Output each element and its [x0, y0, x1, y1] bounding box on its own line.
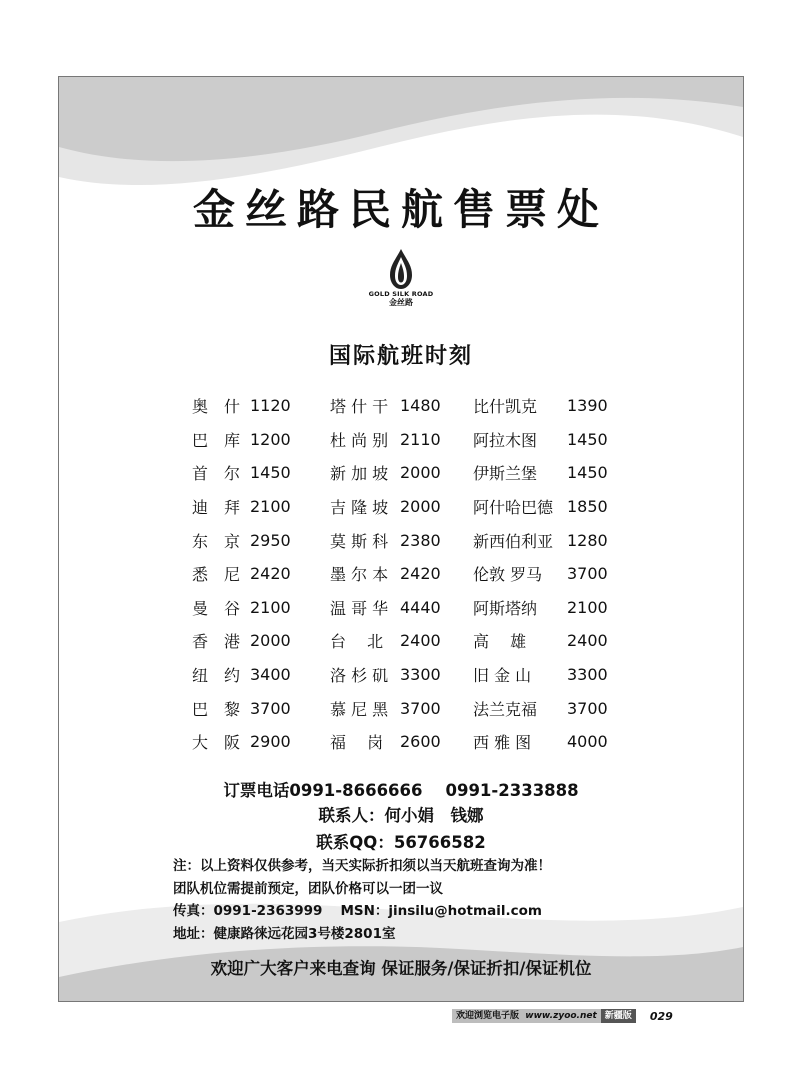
address-value: 健康路徕远花园3号楼2801室 [213, 925, 396, 942]
fare-cell [330, 461, 473, 484]
contact-qq-label: 联系QQ： [316, 833, 394, 852]
contact-person-label: 联系人： [318, 806, 385, 825]
fare-price: 1480 [400, 396, 441, 416]
city-name: 大 阪 [192, 733, 241, 753]
msn-address: jinsilu@hotmail.com [388, 903, 542, 919]
fare-price: 2000 [400, 497, 441, 517]
fare-price: 1450 [567, 429, 608, 449]
fare-price: 2110 [400, 429, 441, 449]
contact-qq-line [59, 829, 743, 853]
fare-price: 2100 [250, 497, 291, 517]
fare-cell [473, 495, 622, 518]
fare-row [192, 557, 622, 591]
city-name: 香 港 [192, 632, 241, 652]
fare-cell [192, 562, 330, 585]
city-name: 福 岗 [330, 733, 384, 753]
fare-cell [473, 461, 622, 484]
logo-english-text: GOLD SILK ROAD [368, 290, 434, 298]
address-line [173, 923, 551, 946]
contact-person-line [59, 802, 743, 826]
fare-price: 3300 [567, 665, 608, 685]
footer-url[interactable]: www.zyoo.net [525, 1011, 597, 1021]
contact-qq-number: 56766582 [393, 833, 486, 852]
fare-price: 1450 [567, 463, 608, 483]
fare-cell [473, 529, 622, 552]
fare-cell [330, 562, 473, 585]
fax-number: 0991-2363999 [213, 903, 323, 919]
city-name: 纽 约 [192, 666, 241, 686]
fare-price: 2420 [250, 564, 291, 584]
city-name: 曼 谷 [192, 598, 241, 618]
fare-price: 1280 [567, 530, 608, 550]
fare-cell [192, 428, 330, 451]
fare-cell [192, 697, 330, 720]
city-name: 法兰克福 [473, 699, 538, 719]
fare-price: 3700 [567, 564, 608, 584]
city-name: 塔 什 干 [330, 397, 389, 417]
city-name: 巴 库 [192, 430, 241, 450]
city-name: 悉 尼 [192, 565, 241, 585]
fare-price: 4000 [567, 732, 608, 752]
city-name: 新西伯利亚 [473, 531, 554, 551]
fax-label: 传真： [173, 903, 214, 919]
address-label: 地址： [173, 925, 214, 942]
fare-cell [473, 663, 622, 686]
fare-cell [192, 529, 330, 552]
city-name: 高 雄 [473, 632, 527, 652]
fare-cell [473, 730, 622, 753]
fare-price: 2400 [567, 631, 608, 651]
fare-price: 2600 [400, 732, 441, 752]
fare-price: 2400 [400, 631, 441, 651]
footer-browse-label [452, 1009, 601, 1023]
fare-row [192, 725, 622, 759]
fare-row [192, 691, 622, 725]
fare-price: 2950 [250, 530, 291, 550]
fare-price: 2900 [250, 732, 291, 752]
fare-cell [192, 663, 330, 686]
fare-price: 3300 [400, 665, 441, 685]
fax-msn-line [173, 900, 551, 923]
fare-row [192, 423, 622, 457]
fare-cell [192, 730, 330, 753]
city-name: 伊斯兰堡 [473, 464, 538, 484]
booking-phone-2: 0991-2333888 [445, 781, 579, 800]
city-name: 吉 隆 坡 [330, 498, 389, 518]
fare-cell [330, 495, 473, 518]
flame-logo-icon [384, 249, 418, 289]
fare-cell [330, 529, 473, 552]
city-name: 奥 什 [192, 397, 241, 417]
fare-row [192, 658, 622, 692]
fare-cell [330, 730, 473, 753]
city-name: 巴 黎 [192, 699, 241, 719]
fare-cell [473, 596, 622, 619]
page-footer [452, 1009, 673, 1023]
city-name: 新 加 坡 [330, 464, 389, 484]
booking-phone-1: 0991-8666666 [289, 781, 423, 800]
city-name: 阿什哈巴德 [473, 498, 554, 518]
fare-price: 1850 [567, 497, 608, 517]
fare-cell [192, 495, 330, 518]
city-name: 墨 尔 本 [330, 565, 389, 585]
city-name: 阿斯塔纳 [473, 598, 538, 618]
footer-browse-text: 欢迎浏览电子版 [456, 1011, 520, 1021]
fare-cell [192, 394, 330, 417]
fare-row [192, 591, 622, 625]
notes-block [173, 855, 551, 945]
fare-row [192, 490, 622, 524]
fare-cell [330, 697, 473, 720]
top-wave-dark [59, 77, 743, 161]
fare-price: 2000 [400, 463, 441, 483]
fare-cell [330, 629, 473, 652]
slogan: 欢迎广大客户来电查询 保证服务/保证折扣/保证机位 [210, 959, 592, 978]
fare-table [192, 389, 622, 759]
booking-phone-label: 订票电话 [223, 781, 290, 800]
fare-cell [330, 663, 473, 686]
fare-cell [330, 394, 473, 417]
fare-row [192, 389, 622, 423]
footer-edition: 新疆版 [601, 1009, 636, 1023]
fare-cell [473, 629, 622, 652]
city-name: 旧 金 山 [473, 666, 532, 686]
city-name: 东 京 [192, 531, 241, 551]
note-group-booking: 团队机位需提前预定，团队价格可以一团一议 [173, 880, 443, 897]
msn-label: MSN： [340, 903, 389, 919]
fare-cell [473, 562, 622, 585]
city-name: 台 北 [330, 632, 384, 652]
fare-price: 3700 [567, 698, 608, 718]
fare-cell [473, 428, 622, 451]
city-name: 温 哥 华 [330, 598, 389, 618]
fare-row [192, 624, 622, 658]
fare-price: 3700 [250, 698, 291, 718]
fare-price: 2100 [567, 597, 608, 617]
city-name: 慕 尼 黑 [330, 699, 389, 719]
city-name: 洛 杉 矶 [330, 666, 389, 686]
booking-phone-line [59, 777, 743, 801]
fare-cell [330, 428, 473, 451]
fare-price: 3700 [400, 698, 441, 718]
page-number: 029 [649, 1009, 673, 1023]
city-name: 西 雅 图 [473, 733, 532, 753]
city-name: 迪 拜 [192, 498, 241, 518]
fare-row [192, 523, 622, 557]
fare-price: 1390 [567, 396, 608, 416]
city-name: 莫 斯 科 [330, 531, 389, 551]
fare-price: 1200 [250, 429, 291, 449]
fare-cell [192, 596, 330, 619]
page-title: 金丝路民航售票处 [192, 185, 609, 234]
fare-cell [473, 394, 622, 417]
fare-price: 2420 [400, 564, 441, 584]
fare-price: 2380 [400, 530, 441, 550]
brand-logo [361, 249, 441, 319]
city-name: 杜 尚 别 [330, 430, 389, 450]
fare-price: 2000 [250, 631, 291, 651]
fare-row [192, 456, 622, 490]
contact-person-names: 何小娟 钱娜 [384, 806, 484, 825]
city-name: 首 尔 [192, 464, 241, 484]
city-name: 比什凯克 [473, 397, 538, 417]
fare-cell [473, 697, 622, 720]
fare-cell [192, 461, 330, 484]
fare-cell [192, 629, 330, 652]
note-disclaimer: 注：以上资料仅供参考，当天实际折扣须以当天航班查询为准！ [173, 858, 551, 874]
fare-price: 4440 [400, 597, 441, 617]
city-name: 伦敦 罗马 [473, 565, 543, 585]
fare-price: 1120 [250, 396, 291, 416]
section-title: 国际航班时刻 [328, 343, 473, 369]
fare-price: 1450 [250, 463, 291, 483]
ad-frame [58, 76, 744, 1002]
fare-price: 2100 [250, 597, 291, 617]
logo-chinese-text: 金丝路 [389, 298, 413, 307]
fare-price: 3400 [250, 665, 291, 685]
fare-cell [330, 596, 473, 619]
city-name: 阿拉木图 [473, 430, 538, 450]
